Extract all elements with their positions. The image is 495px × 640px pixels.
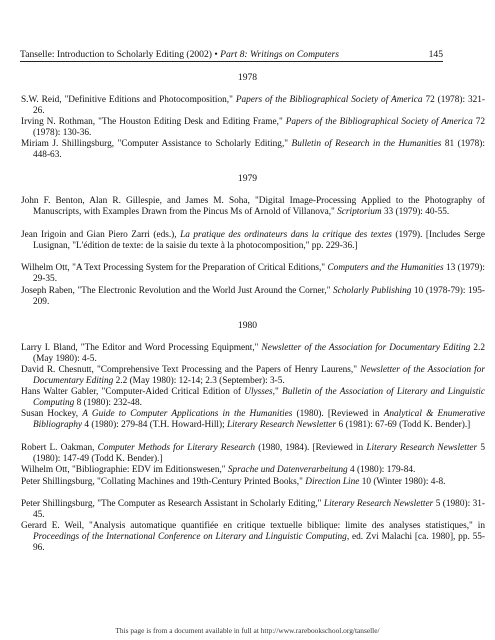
entry-text: 33 (1979): 40-55. [381,207,450,218]
entry-text: 5 (1980): 147-49 (Todd K. Bender).] [33,443,485,465]
page-number: 145 [428,49,443,60]
entry-text: 6 (1981): 67-69 (Todd K. Bender).] [336,420,471,431]
entry-text: Susan Hockey, [21,409,83,419]
entry-text: 4 (1980): 279-84 (T.H. Howard-Hill); [82,420,228,431]
entry-title-italic: Proceedings of the International Conference on Literary and Linguistic Computing [33,532,347,543]
header-part-title: Part 8: Writings on Computers [220,49,339,60]
entry-text: Wilhelm Ott, "Bibliographie: EDV im Editionswesen," [21,465,228,475]
bibliography-entry [21,263,485,285]
entry-title-italic: Bulletin of the Association of Literary and Linguistic Computing [33,387,485,409]
entry-text: 72 (1978): 130-36. [33,117,485,139]
entry-text: Peter Shillingsburg, "The Computer as Research Assistant in Scholarly Editing," [21,499,324,509]
entry-text: Irving N. Rothman, "The Houston Editing Desk and Editing Frame," [21,117,286,127]
entry-text: Hans Walter Gabler, "Computer-Aided Critical Edition of [21,387,245,397]
bibliography-entry [21,95,485,117]
entry-title-italic: Sprache und Datenverarbeitung [227,465,348,475]
entry-title-italic: Papers of the Bibliographical Society of America [285,117,473,127]
entry-text: 81 (1978): 448-63. [33,139,485,161]
entry-title-italic: Literary Research Newsletter [227,420,337,431]
header-rule [20,61,443,62]
bibliography-entry [21,387,485,409]
entry-title-italic: Ulysses [244,387,273,397]
entry-title-italic: Newsletter of the Association for Documentary Editing [261,343,471,353]
bibliography-entry [21,230,485,252]
bibliography-entry [21,365,485,387]
entry-title-italic: Analytical & Enumerative Bibliography [33,409,485,431]
entry-text: Wilhelm Ott, "A Text Processing System for the Preparation of Critical Editions," [21,263,328,273]
bibliography-entry [21,465,485,476]
entry-text: , ed. Zvi Malachi [ca. 1980], pp. 55-96. [33,532,486,554]
bibliography-entry [21,117,485,139]
entry-title-italic: Direction Line [305,477,360,487]
entry-title-italic: Scriptorium [337,207,382,218]
entry-text: Larry I. Bland, "The Editor and Word Processing Equipment," [21,343,262,353]
entry-title-italic: Computer Methods for Literary Research [97,443,256,453]
source-footer: This page is from a document available in full at http://www.rarebookschool.org/tanselle/ [115,626,380,635]
entry-text: 5 (1980): 31-45. [33,499,485,521]
entry-text: (1979). [Includes Serge Lusignan, "L'édition de texte: de la saisie du texte à la photocomposition," pp. 229-36.] [33,230,485,252]
entry-title-italic: Literary Research Newsletter [323,499,434,509]
bibliography-entry [21,409,485,431]
bibliography-entry [21,499,485,521]
entry-text: Peter Shillingsburg, "Collating Machines and 19th-Century Printed Books," [21,477,306,487]
entry-text: 2.2 (May 1980): 12-14; 2.3 (September): 3-5. [113,376,285,387]
year-heading-1979: 1979 [237,173,258,184]
entry-text: 13 (1979): 29-35. [33,263,485,285]
entry-title-italic: Scholarly Publishing [332,286,412,296]
entry-text: 72 (1978): 321-26. [33,95,485,117]
entry-text: Robert L. Oakman, [21,443,98,453]
entry-title-italic: A Guide to Computer Applications in the Humanities [82,409,293,419]
entry-text: Joseph Raben, "The Electronic Revolution and the World Just Around the Corner," [21,286,333,296]
entry-text: John F. Benton, Alan R. Gillespie, and James M. Soha, "Digital Image-Processing Applied to the Photography of Manuscripts, with Examples Drawn from the Pincus Ms of Arnold of Villanova," [21,196,485,218]
entry-title-italic: Newsletter of the Association for Documentary Editing [33,365,485,387]
entry-title-italic: Literary Research Newsletter [366,443,478,453]
year-heading-1978: 1978 [237,72,258,83]
entry-text: 8 (1980): 232-48. [74,398,142,409]
entry-text: Miriam J. Shillingsburg, "Computer Assistance to Scholarly Editing," [21,139,292,149]
bibliography-entry [21,477,485,488]
year-heading-1980: 1980 [237,320,258,331]
bibliography-entry [21,286,485,308]
entry-text: (1980, 1984). [Reviewed in [255,443,367,453]
entry-text: 4 (1980): 179-84. [347,465,416,475]
entry-text: Gerard E. Weil, "Analysis automatique quantifiée en critique textuelle biblique: limite des analyses statistiques," in [21,521,485,531]
entry-text: S.W. Reid, "Definitive Editions and Photocomposition," [21,95,236,105]
entry-text: 10 (Winter 1980): 4-8. [359,477,446,487]
entry-text: 10 (1978-79): 195-209. [33,286,485,308]
bibliography-entry [21,343,485,365]
header-book-title: Tanselle: Introduction to Scholarly Editing (2002) • [20,49,221,60]
entry-title-italic: Papers of the Bibliographical Society of America [235,95,423,105]
entry-text: David R. Chesnutt, "Comprehensive Text Processing and the Papers of Henry Laurens," [21,365,361,375]
running-header-title [20,49,339,61]
entry-title-italic: La pratique des ordinateurs dans la critique des textes [180,230,392,240]
entry-text: (1980). [Reviewed in [292,409,384,419]
entry-title-italic: Bulletin of Research in the Humanities [291,139,442,149]
bibliography-entry [21,521,485,555]
bibliography-entry [21,196,485,218]
entry-text: Jean Irigoin and Gian Piero Zarri (eds.), [21,230,181,240]
bibliography-entry [21,443,485,465]
bibliography-entry [21,139,485,161]
entry-title-italic: Computers and the Humanities [327,263,444,273]
entry-text: 2.2 (May 1980): 4-5. [33,343,485,365]
entry-text: ," [272,387,283,397]
